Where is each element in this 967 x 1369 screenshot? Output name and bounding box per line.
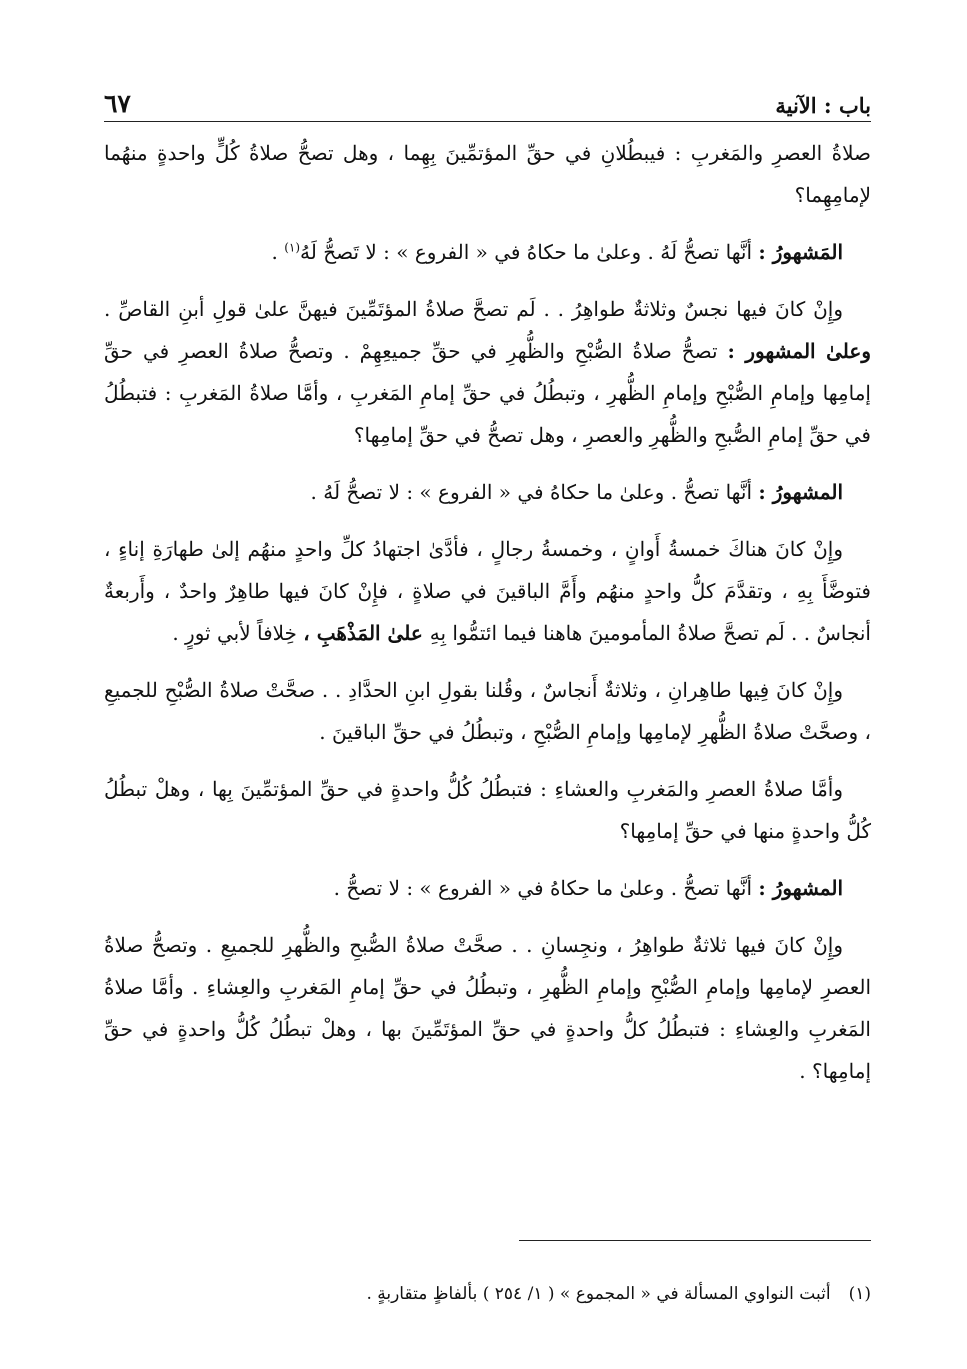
- paragraph: [104, 528, 871, 654]
- paragraph-text: صلاةُ العصرِ والمَغربِ : فيبطُلانِ في حقِّ المؤتمِّينَ بِهِما ، وهل تصحُّ صلاةُ كُلٍّ واحدةٍ منهُما لإمامِهِما؟: [104, 141, 871, 207]
- opinion-label: علىٰ المَذْهَبِ ،: [303, 621, 430, 645]
- paragraph: [104, 669, 871, 753]
- page-header: [104, 82, 871, 118]
- paragraph: [104, 924, 871, 1092]
- paragraph: [104, 867, 871, 909]
- paragraph-text: وإِنْ كانَ فِيها طاهِرانِ ، وثلاثةٌ أَنجاسٌ ، وقُلنا بقولِ ابنِ الحدَّادِ . . صحَّتْ صلاةُ الصُّبْحِ للجميعِ ، وصحَّتْ صلاةُ الظُّهرِ لإمامِها وإمامِ الصُّبْحِ ، وتبطُلُ في حقِّ الباقينَ .: [104, 678, 871, 744]
- paragraph: [104, 132, 871, 216]
- running-head: باب : الآنية: [775, 93, 871, 118]
- paragraph-text: وإِنْ كانَ فيها ثلاثةٌ طواهِرُ ، ونجِسانِ . . صحَّتْ صلاةُ الصُّبحِ والظُّهرِ للجميعِ . وتصحُّ صلاةُ العصرِ لإمامِها وإمامِ الصُّبْحِ وإمامِ الظُّهرِ ، وتبطُلُ في حقِّ إمامِ المَغربِ والعِشاءِ . وأمَّا صلاةُ المَغربِ والعِشاءِ : فتبطُلُ كلُّ واحدةٍ في حقِّ المؤتَمِّينَ بها ، وهلْ تبطُلُ كُلُّ واحدةٍ في حقِّ إمامِها؟ .: [104, 933, 871, 1083]
- paragraph-text: أنَّها تصحُّ . وعلىٰ ما حكاهُ في « الفروع » : لا تصحُّ لَهُ .: [310, 480, 759, 504]
- paragraph: [104, 768, 871, 852]
- footnote-text: أثبت النواوي المسألة في « المجموع » ( ١/ ٢٥٤ ) بألفاظٍ متقاربةٍ .: [366, 1284, 831, 1304]
- paragraph-tail: خِلافاً لأبي ثورٍ .: [172, 621, 304, 645]
- paragraph-text: وإِنْ كانَ هناكَ خمسةُ أَوانٍ ، وخمسةُ رجالٍ ، فأدَّىٰ اجتهادُ كلِّ واحدٍ منهُم إلىٰ طهارَةِ إناءٍ ، فتوضَّأَ بِهِ ، وتقدَّمَ كلُّ واحدٍ منهُم وأَمَّ الباقينَ في صلاةٍ ، فإِنْ كانَ فيها طاهِرٌ واحدٌ ، وأَربعةٌ أنجاسٌ . . لَم تصحَّ صلاةُ المأمومينَ هاهنا فيما ائتمُّوا بِهِ: [104, 537, 871, 645]
- footnote-reference: (١): [284, 240, 301, 255]
- paragraph-tail: .: [271, 240, 285, 264]
- paragraph-tail: تصحُّ صلاةُ الصُّبْحِ والظُّهرِ في حقِّ جميعِهِمْ . وتصحُّ صلاةُ العصرِ في حقِّ إمامِها وإمامِ الصُّبْحِ وإمامِ الظُّهرِ ، وتبطُلُ في حقِّ إمامِ المَغربِ ، وأمَّا صلاةُ المَغربِ : فتبطُلُ في حقِّ إمامِ الصُّبحِ والظُّهرِ والعصرِ ، وهل تصحُّ في حقِّ إمامِها؟: [104, 339, 871, 447]
- paragraph: [104, 288, 871, 456]
- opinion-label: وعلىٰ المشهور :: [727, 339, 871, 363]
- paragraph-text: أنَّها تصحُّ . وعلىٰ ما حكاهُ في « الفروع » : لا تصحُّ .: [333, 876, 759, 900]
- page-number: ٦٧: [104, 89, 131, 118]
- paragraph-text: أنَّها تصحُّ لَهُ . وعلىٰ ما حكاهُ في « الفروع » : لا تَصحُّ لَهُ: [300, 240, 759, 264]
- paragraph-text: وأمَّا صلاةُ العصرِ والمَغربِ والعشاءِ : فتبطُلُ كُلُّ واحدةٍ في حقِّ المؤتمِّينَ بِها ، وهلْ تبطُلُ كُلُّ واحدةٍ منها في حقِّ إمامِها؟: [104, 777, 871, 843]
- opinion-label: المشهورُ :: [758, 480, 843, 504]
- footnote-number: (١): [848, 1284, 871, 1304]
- footnote: [104, 1280, 871, 1308]
- paragraph: [104, 471, 871, 513]
- opinion-label: المَشهورُ :: [758, 240, 843, 264]
- opinion-label: المشهورُ :: [758, 876, 843, 900]
- footnote-divider: [519, 1240, 871, 1241]
- body-text: [104, 132, 871, 1107]
- paragraph-text: وإِنْ كانَ فيها نجسٌ وثلاثةٌ طواهِرُ . . لَم تصحَّ صلاةُ المؤتَمِّينَ فيهنَّ علىٰ قولِ أبنِ القاصِّ .: [104, 297, 843, 321]
- header-divider: [104, 121, 871, 122]
- paragraph: [104, 231, 871, 273]
